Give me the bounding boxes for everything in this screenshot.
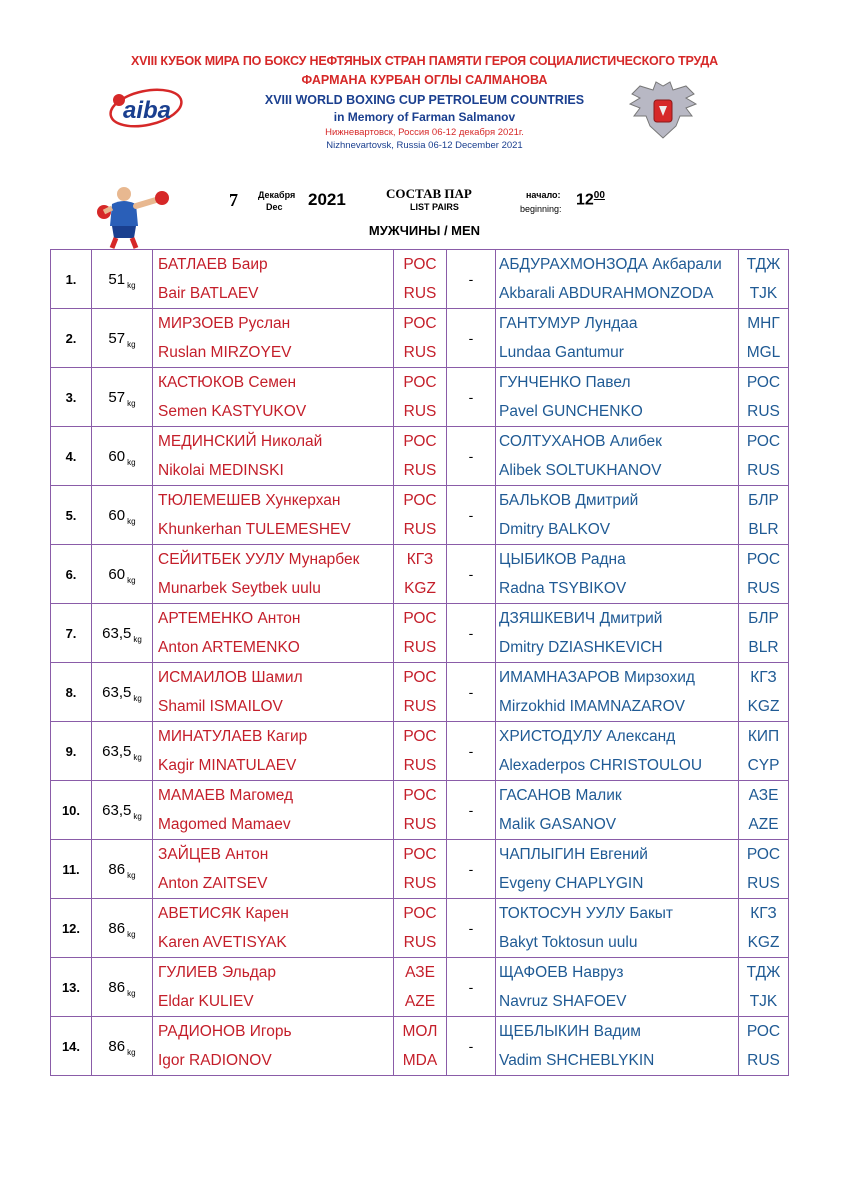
gender-heading: МУЖЧИНЫ / MEN <box>368 223 481 238</box>
blue-corner-country <box>739 486 789 545</box>
weight-value: 86 <box>108 978 126 996</box>
blue-corner-name <box>496 663 739 722</box>
red-country-en: MDA <box>402 1052 438 1069</box>
versus-dash: - <box>447 781 496 840</box>
weight-class <box>92 250 153 309</box>
weight-class <box>92 545 153 604</box>
blue-country-en: TJK <box>749 285 778 302</box>
blue-country-ru: БЛР <box>748 492 779 509</box>
blue-country-en: BLR <box>748 639 779 656</box>
red-corner-country <box>394 958 447 1017</box>
blue-name-ru: ГАНТУМУР Лундаа <box>499 315 638 332</box>
red-name-ru: КАСТЮКОВ Семен <box>158 374 297 391</box>
blue-corner-name <box>496 250 739 309</box>
weight-unit: kg <box>127 457 136 467</box>
blue-name-en: Radna TSYBIKOV <box>499 580 627 597</box>
red-corner-name <box>153 722 394 781</box>
start-time <box>576 190 605 209</box>
blue-country-ru: БЛР <box>748 610 779 627</box>
blue-corner-name <box>496 1017 739 1076</box>
blue-corner-country <box>739 545 789 604</box>
list-title-en: LIST PAIRS <box>410 202 459 212</box>
blue-name-ru: ЦЫБИКОВ Радна <box>499 551 626 568</box>
pairs-table-body <box>51 250 789 1076</box>
title-en-line1: XVIII WORLD BOXING CUP PETROLEUM COUNTRIES <box>264 93 585 107</box>
date-day: 7 <box>229 190 238 210</box>
red-corner-country <box>394 309 447 368</box>
blue-name-en: Pavel GUNCHENKO <box>499 403 643 420</box>
blue-name-en: Lundaa Gantumur <box>499 344 624 361</box>
red-name-en: Nikolai MEDINSKI <box>158 462 284 479</box>
weight-value: 63,5 <box>102 683 132 701</box>
blue-country-en: BLR <box>748 521 779 538</box>
red-country-ru: РОС <box>403 728 437 745</box>
bout-number: 14. <box>51 1017 92 1076</box>
bout-number: 12. <box>51 899 92 958</box>
versus-dash: - <box>447 958 496 1017</box>
blue-corner-country <box>739 368 789 427</box>
bout-number: 6. <box>51 545 92 604</box>
red-corner-name <box>153 958 394 1017</box>
blue-country-en: RUS <box>747 580 780 597</box>
blue-country-en: AZE <box>748 816 779 833</box>
blue-name-en: Mirzokhid IMAMNAZAROV <box>499 698 686 715</box>
red-corner-country <box>394 1017 447 1076</box>
bout-number: 5. <box>51 486 92 545</box>
red-country-en: RUS <box>403 875 437 892</box>
table-row <box>51 663 789 722</box>
weight-class <box>92 1017 153 1076</box>
red-corner-name <box>153 1017 394 1076</box>
bout-number: 11. <box>51 840 92 899</box>
weight-unit: kg <box>127 929 136 939</box>
red-name-en: Kagir MINATULAEV <box>158 757 297 774</box>
title-ru-line2: ФАРМАНА КУРБАН ОГЛЫ САЛМАНОВА <box>301 73 548 87</box>
blue-name-en: Vadim SHCHEBLYKIN <box>499 1052 655 1069</box>
weight-value: 57 <box>108 329 126 347</box>
bout-number: 7. <box>51 604 92 663</box>
table-row <box>51 309 789 368</box>
weight-unit: kg <box>133 634 142 644</box>
red-country-en: RUS <box>403 521 437 538</box>
blue-corner-name <box>496 722 739 781</box>
weight-value: 63,5 <box>102 801 132 819</box>
table-row <box>51 840 789 899</box>
table-row <box>51 545 789 604</box>
blue-name-en: Dmitry DZIASHKEVICH <box>499 639 663 656</box>
blue-country-en: KGZ <box>747 698 780 715</box>
red-name-en: Shamil ISMAILOV <box>158 698 283 715</box>
blue-country-ru: АЗЕ <box>748 787 779 804</box>
red-corner-name <box>153 368 394 427</box>
blue-country-en: RUS <box>747 1052 780 1069</box>
blue-corner-name <box>496 604 739 663</box>
weight-unit: kg <box>127 988 136 998</box>
blue-corner-country <box>739 604 789 663</box>
bout-number: 10. <box>51 781 92 840</box>
red-country-en: RUS <box>403 934 437 951</box>
blue-country-en: RUS <box>747 875 780 892</box>
place-en: Nizhnevartovsk, Russia 06-12 December 2021 <box>326 140 523 151</box>
table-row <box>51 899 789 958</box>
red-name-en: Semen KASTYUKOV <box>158 403 307 420</box>
blue-corner-country <box>739 1017 789 1076</box>
red-corner-name <box>153 250 394 309</box>
red-country-ru: РОС <box>403 374 437 391</box>
start-label-ru: начало: <box>526 190 561 200</box>
blue-name-ru: ГАСАНОВ Малик <box>499 787 622 804</box>
list-title-ru: СОСТАВ ПАР <box>386 186 472 201</box>
place-ru: Нижневартовск, Россия 06-12 декабря 2021г. <box>325 127 524 138</box>
blue-name-ru: АБДУРАХМОНЗОДА Акбарали <box>499 256 722 273</box>
blue-name-ru: ЩЕБЛЫКИН Вадим <box>499 1023 641 1040</box>
red-country-en: KGZ <box>404 580 436 597</box>
blue-country-ru: ТДЖ <box>746 964 781 981</box>
weight-class <box>92 427 153 486</box>
blue-name-ru: ДЗЯШКЕВИЧ Дмитрий <box>499 610 663 627</box>
red-name-ru: ИСМАИЛОВ Шамил <box>158 669 303 686</box>
red-name-en: Karen AVETISYAK <box>158 934 287 951</box>
versus-dash: - <box>447 250 496 309</box>
bout-number: 1. <box>51 250 92 309</box>
weight-unit: kg <box>127 339 136 349</box>
russia-emblem-icon <box>626 80 700 142</box>
red-name-en: Anton ARTEMENKO <box>158 639 300 656</box>
blue-name-ru: БАЛЬКОВ Дмитрий <box>499 492 639 509</box>
blue-corner-name <box>496 368 739 427</box>
weight-value: 57 <box>108 388 126 406</box>
blue-name-en: Bakyt Toktosun uulu <box>499 934 638 951</box>
table-row <box>51 250 789 309</box>
blue-name-ru: ГУНЧЕНКО Павел <box>499 374 631 391</box>
table-row <box>51 958 789 1017</box>
versus-dash: - <box>447 1017 496 1076</box>
red-corner-name <box>153 604 394 663</box>
blue-country-en: RUS <box>747 462 780 479</box>
bout-number: 3. <box>51 368 92 427</box>
red-name-ru: МЕДИНСКИЙ Николай <box>158 433 323 450</box>
weight-class <box>92 958 153 1017</box>
red-country-ru: РОС <box>403 256 437 273</box>
red-corner-country <box>394 427 447 486</box>
red-corner-country <box>394 722 447 781</box>
table-row <box>51 427 789 486</box>
weight-value: 60 <box>108 506 126 524</box>
red-name-ru: ЗАЙЦЕВ Антон <box>158 846 269 863</box>
weight-unit: kg <box>127 398 136 408</box>
red-country-ru: РОС <box>403 610 437 627</box>
weight-unit: kg <box>133 693 142 703</box>
red-country-ru: КГЗ <box>406 551 434 568</box>
table-row <box>51 1017 789 1076</box>
bout-number: 8. <box>51 663 92 722</box>
red-name-ru: АВЕТИСЯК Карен <box>158 905 289 922</box>
red-name-en: Munarbek Seytbek uulu <box>158 580 321 597</box>
red-country-en: RUS <box>403 344 437 361</box>
start-label-en: beginning: <box>520 204 562 214</box>
versus-dash: - <box>447 899 496 958</box>
blue-country-ru: КИП <box>747 728 780 745</box>
red-country-en: RUS <box>403 285 437 302</box>
blue-corner-name <box>496 427 739 486</box>
title-en-line2: in Memory of Farman Salmanov <box>333 110 516 124</box>
weight-unit: kg <box>127 870 136 880</box>
table-row <box>51 604 789 663</box>
red-country-ru: РОС <box>403 492 437 509</box>
table-row <box>51 486 789 545</box>
red-country-ru: РОС <box>403 787 437 804</box>
red-name-ru: РАДИОНОВ Игорь <box>158 1023 292 1040</box>
weight-class <box>92 604 153 663</box>
blue-country-en: RUS <box>747 403 780 420</box>
weight-value: 63,5 <box>102 742 132 760</box>
blue-name-ru: ИМАМНАЗАРОВ Мирзохид <box>499 669 695 686</box>
bout-number: 13. <box>51 958 92 1017</box>
red-name-en: Ruslan MIRZOYEV <box>158 344 292 361</box>
red-country-en: RUS <box>403 403 437 420</box>
blue-name-en: Dmitry BALKOV <box>499 521 611 538</box>
blue-country-en: MGL <box>746 344 781 361</box>
weight-value: 51 <box>108 270 126 288</box>
versus-dash: - <box>447 604 496 663</box>
table-row <box>51 368 789 427</box>
blue-corner-country <box>739 427 789 486</box>
red-name-ru: МИНАТУЛАЕВ Кагир <box>158 728 308 745</box>
weight-value: 86 <box>108 1037 126 1055</box>
red-corner-country <box>394 781 447 840</box>
blue-corner-name <box>496 309 739 368</box>
red-country-en: RUS <box>403 462 437 479</box>
blue-corner-country <box>739 309 789 368</box>
blue-country-ru: РОС <box>746 846 781 863</box>
weight-unit: kg <box>127 516 136 526</box>
weight-value: 60 <box>108 447 126 465</box>
red-corner-country <box>394 250 447 309</box>
weight-class <box>92 722 153 781</box>
red-name-ru: АРТЕМЕНКО Антон <box>158 610 301 627</box>
blue-country-ru: РОС <box>746 433 781 450</box>
weight-unit: kg <box>133 752 142 762</box>
red-corner-country <box>394 486 447 545</box>
red-country-en: RUS <box>403 698 437 715</box>
blue-country-en: TJK <box>749 993 778 1010</box>
red-corner-country <box>394 368 447 427</box>
aiba-logo <box>106 86 184 128</box>
red-corner-name <box>153 545 394 604</box>
blue-name-en: Alexaderpos CHRISTOULOU <box>499 757 703 774</box>
red-country-ru: МОЛ <box>402 1023 438 1040</box>
weight-class <box>92 781 153 840</box>
red-country-en: RUS <box>403 816 437 833</box>
blue-corner-name <box>496 545 739 604</box>
red-corner-name <box>153 899 394 958</box>
red-name-ru: БАТЛАЕВ Баир <box>158 256 268 273</box>
versus-dash: - <box>447 722 496 781</box>
red-country-ru: РОС <box>403 669 437 686</box>
bout-number: 2. <box>51 309 92 368</box>
red-country-ru: РОС <box>403 846 437 863</box>
blue-corner-country <box>739 250 789 309</box>
blue-corner-country <box>739 840 789 899</box>
blue-country-ru: РОС <box>746 551 781 568</box>
blue-name-en: Evgeny CHAPLYGIN <box>499 875 644 892</box>
red-name-en: Khunkerhan TULEMESHEV <box>158 521 351 538</box>
red-name-ru: ГУЛИЕВ Эльдар <box>158 964 277 981</box>
red-country-en: RUS <box>403 757 437 774</box>
red-name-en: Anton ZAITSEV <box>158 875 268 892</box>
red-corner-name <box>153 840 394 899</box>
bout-number: 9. <box>51 722 92 781</box>
blue-corner-name <box>496 899 739 958</box>
red-name-en: Eldar KULIEV <box>158 993 254 1010</box>
blue-country-ru: МНГ <box>747 315 780 332</box>
red-country-ru: РОС <box>403 433 437 450</box>
boxer-emblem-icon <box>90 182 174 250</box>
blue-country-ru: КГЗ <box>750 669 777 686</box>
blue-country-en: CYP <box>747 757 780 774</box>
red-corner-name <box>153 781 394 840</box>
red-corner-country <box>394 545 447 604</box>
weight-value: 86 <box>108 919 126 937</box>
red-corner-country <box>394 840 447 899</box>
table-row <box>51 722 789 781</box>
blue-corner-country <box>739 781 789 840</box>
weight-value: 63,5 <box>102 624 132 642</box>
weight-class <box>92 899 153 958</box>
versus-dash: - <box>447 663 496 722</box>
blue-country-ru: РОС <box>746 374 781 391</box>
versus-dash: - <box>447 368 496 427</box>
weight-unit: kg <box>127 280 136 290</box>
blue-name-en: Navruz SHAFOEV <box>499 993 627 1010</box>
blue-corner-name <box>496 781 739 840</box>
blue-corner-country <box>739 899 789 958</box>
red-country-en: RUS <box>403 639 437 656</box>
weight-unit: kg <box>127 1047 136 1057</box>
blue-corner-country <box>739 663 789 722</box>
versus-dash: - <box>447 309 496 368</box>
table-row <box>51 781 789 840</box>
weight-value: 60 <box>108 565 126 583</box>
red-name-ru: ТЮЛЕМЕШЕВ Хункерхан <box>158 492 341 509</box>
blue-corner-name <box>496 958 739 1017</box>
red-name-ru: МАМАЕВ Магомед <box>158 787 294 804</box>
weight-class <box>92 486 153 545</box>
blue-name-ru: СОЛТУХАНОВ Алибек <box>499 433 662 450</box>
red-corner-name <box>153 427 394 486</box>
versus-dash: - <box>447 545 496 604</box>
weight-class <box>92 368 153 427</box>
red-name-en: Igor RADIONOV <box>158 1052 272 1069</box>
red-name-en: Bair BATLAEV <box>158 285 259 302</box>
title-ru-line1: XVIII КУБОК МИРА ПО БОКСУ НЕФТЯНЫХ СТРАН ПАМЯТИ ГЕРОЯ СОЦИАЛИСТИЧЕСКОГО ТРУДА <box>131 54 718 68</box>
blue-corner-country <box>739 722 789 781</box>
weight-unit: kg <box>127 575 136 585</box>
red-corner-country <box>394 663 447 722</box>
red-corner-country <box>394 604 447 663</box>
start-time-hour: 12 <box>576 191 594 209</box>
blue-country-ru: ТДЖ <box>746 256 781 273</box>
versus-dash: - <box>447 840 496 899</box>
blue-corner-name <box>496 486 739 545</box>
blue-name-ru: ТОКТОСУН УУЛУ Бакыт <box>499 905 674 922</box>
blue-corner-name <box>496 840 739 899</box>
blue-name-en: Alibek SOLTUKHANOV <box>499 462 662 479</box>
red-country-ru: АЗЕ <box>405 964 435 981</box>
start-time-minutes: 00 <box>593 190 605 201</box>
date-month-en: Dec <box>266 202 283 212</box>
red-country-en: AZE <box>404 993 436 1010</box>
blue-name-ru: ХРИСТОДУЛУ Александ <box>499 728 676 745</box>
date-month-ru: Декабря <box>258 190 296 200</box>
blue-name-en: Akbarali ABDURAHMONZODA <box>499 285 714 302</box>
blue-name-ru: ЩАФОЕВ Навруз <box>499 964 624 981</box>
weight-class <box>92 309 153 368</box>
aiba-logo-text: aiba <box>123 97 172 124</box>
bout-number: 4. <box>51 427 92 486</box>
blue-country-en: KGZ <box>747 934 780 951</box>
weight-value: 86 <box>108 860 126 878</box>
red-corner-country <box>394 899 447 958</box>
red-corner-name <box>153 309 394 368</box>
date-year: 2021 <box>308 190 346 209</box>
red-name-en: Magomed Mamaev <box>158 816 291 833</box>
blue-name-ru: ЧАПЛЫГИН Евгений <box>499 846 648 863</box>
weight-class <box>92 840 153 899</box>
red-country-ru: РОС <box>403 905 437 922</box>
versus-dash: - <box>447 486 496 545</box>
weight-unit: kg <box>133 811 142 821</box>
blue-name-en: Malik GASANOV <box>499 816 617 833</box>
weight-class <box>92 663 153 722</box>
red-corner-name <box>153 486 394 545</box>
versus-dash: - <box>447 427 496 486</box>
red-corner-name <box>153 663 394 722</box>
blue-country-ru: КГЗ <box>750 905 777 922</box>
pairs-table <box>50 249 789 1076</box>
red-name-ru: МИРЗОЕВ Руслан <box>158 315 291 332</box>
red-country-ru: РОС <box>403 315 437 332</box>
blue-corner-country <box>739 958 789 1017</box>
red-name-ru: СЕЙИТБЕК УУЛУ Мунарбек <box>158 551 360 568</box>
blue-country-ru: РОС <box>746 1023 781 1040</box>
